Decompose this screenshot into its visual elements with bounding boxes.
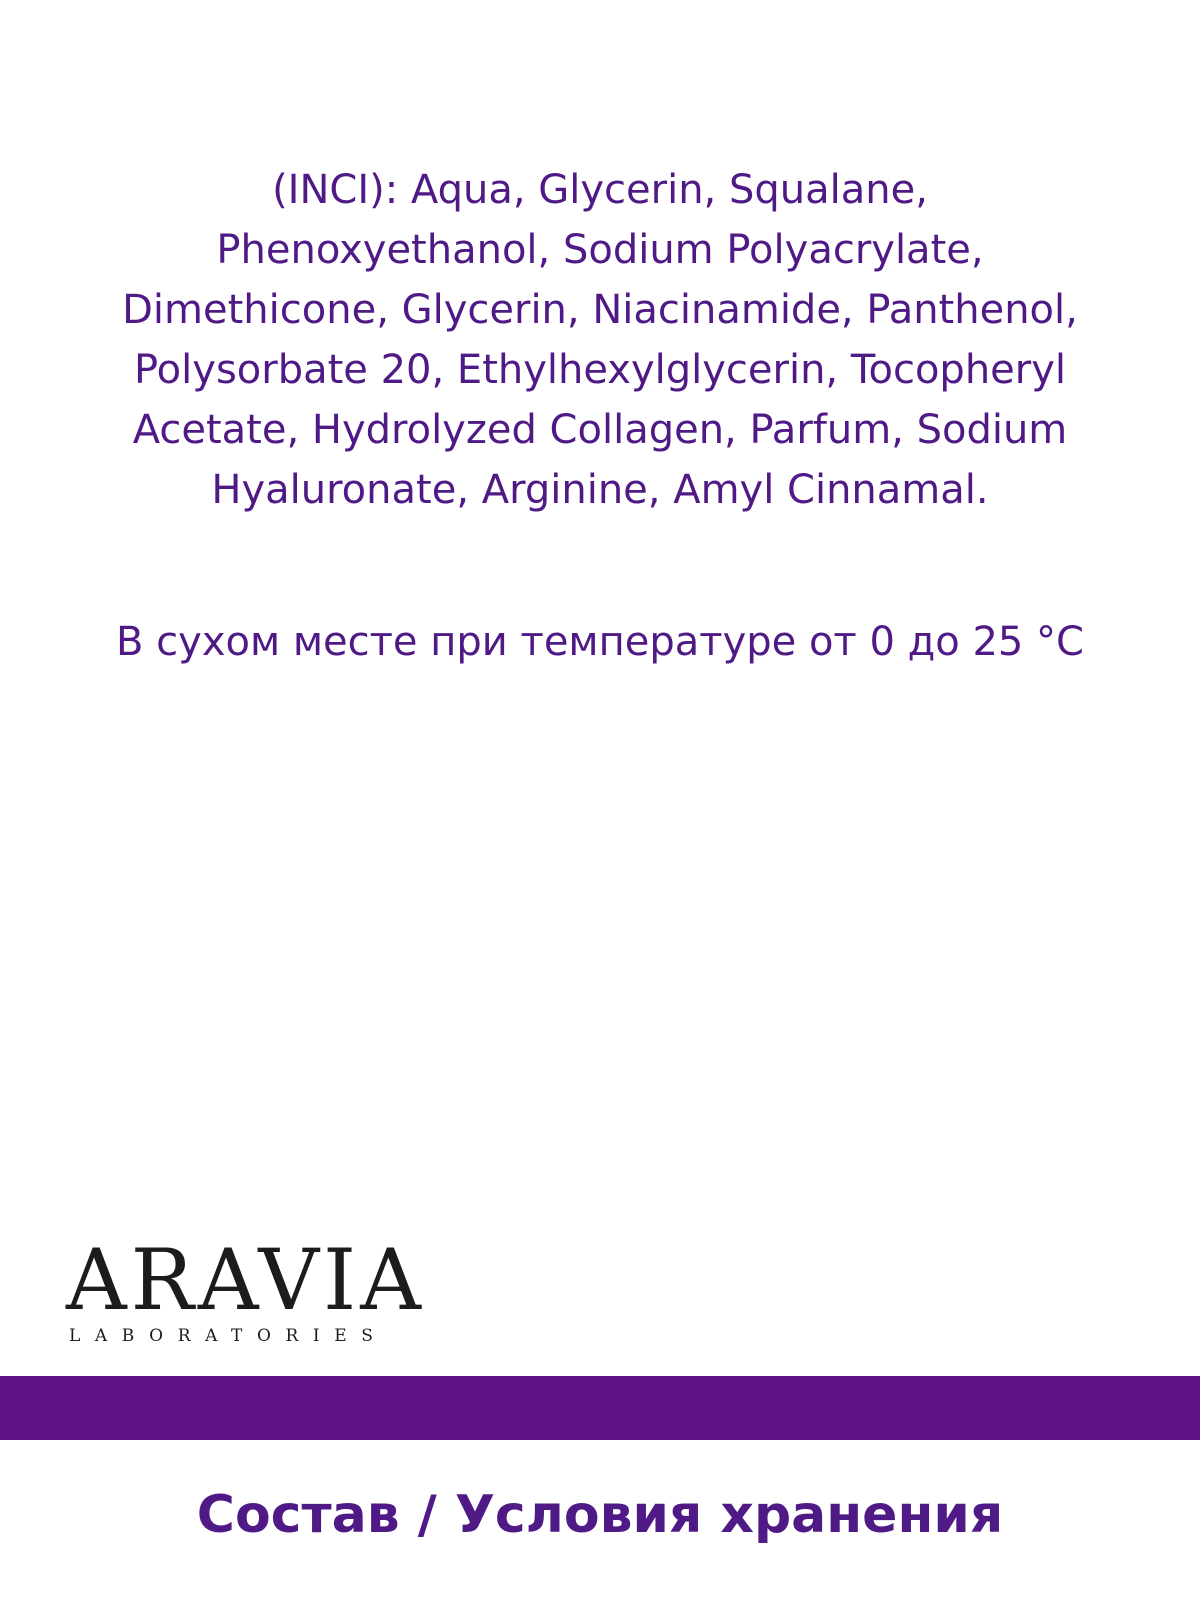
ingredients-line: Acetate, Hydrolyzed Collagen, Parfum, Sodium [132, 407, 1068, 453]
ingredients-line: (INCI): Aqua, Glycerin, Squalane, [272, 167, 928, 213]
storage-conditions-text: В сухом месте при температуре от 0 до 25 °С [116, 619, 1084, 665]
logo-subtitle: LABORATORIES [69, 1326, 388, 1346]
section-title: Состав / Условия хранения [196, 1485, 1004, 1545]
logo-wordmark: ARAVIA [66, 1231, 425, 1329]
brand-logo [66, 1231, 425, 1358]
ingredients-text [80, 160, 1120, 520]
ingredients-line: Phenoxyethanol, Sodium Polyacrylate, [216, 227, 984, 273]
ingredients-line: Polysorbate 20, Ethylhexylglycerin, Tocopheryl [133, 347, 1067, 393]
ingredients-line: Dimethicone, Glycerin, Niacinamide, Panthenol, [122, 287, 1078, 333]
ingredients-line: Hyaluronate, Arginine, Amyl Cinnamal. [211, 467, 989, 513]
footer-accent-bar [0, 1376, 1200, 1440]
